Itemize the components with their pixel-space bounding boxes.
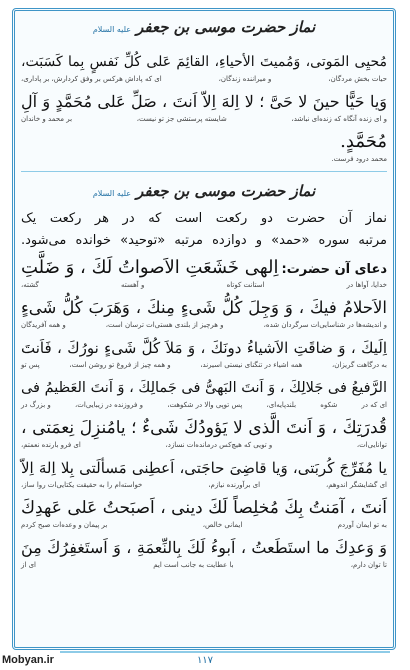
page-header: [15, 17, 393, 43]
translation-line: [21, 401, 387, 410]
translation-line: [21, 155, 387, 164]
arabic-line: [21, 537, 387, 569]
translation-segment: توانایی‌ات،: [356, 441, 387, 449]
translation-segment: و هرچیز از بلندی هستی‌ات ترسان است،: [105, 321, 224, 329]
translation-line: [21, 115, 387, 124]
translation-segment: خدایا، آواها در: [346, 281, 387, 289]
translation-segment: ای گشایشگر اندوهم،: [325, 481, 387, 489]
translation-segment: به تو ایمان آوردم: [337, 521, 387, 529]
translation-segment: پس تو: [21, 361, 40, 369]
translation-segment: و میراننده زندگان،: [218, 75, 272, 83]
arabic-text: اَنتَ ، آمَنتُ بِكَ مُخلِصاً لَكَ دینی ، اَصبَحتُ عَلی عَهدِكَ: [21, 498, 387, 518]
arabic-text: اِلهی خَشَعَتِ الاَصواتُ لَكَ ، وَ ضَلَّتِ: [21, 257, 279, 278]
translation-segment: بر محمد و خاندان: [21, 115, 73, 123]
arabic-line: [21, 51, 387, 83]
dua-label: دعای آن حضرت:: [281, 262, 387, 277]
header-title: نماز حضرت موسى بن جعفر: [136, 18, 316, 36]
section-divider: [21, 171, 387, 172]
translation-segment: ای فرو بارنده نعمتم،: [21, 441, 81, 449]
persian-text: مرتبه سوره «حمد» و دوازده مرتبه «توحید» خوانده می‌شود.: [21, 233, 387, 248]
translation-segment: و فروزنده در زیبایی‌ات،: [75, 401, 143, 409]
arabic-text: اِلَیكَ ، وَ ضاقَتِ الاَشیاءُ دونَكَ ، وَ مَلاَ کُلَّ شَیءٍ نورُكَ ، فَاَنتَ: [21, 339, 387, 357]
translation-segment: تا توان دارم،: [350, 561, 387, 569]
translation-segment: شکوه: [320, 401, 338, 409]
arabic-line: [21, 417, 387, 449]
arabic-line: [21, 131, 387, 163]
translation-line: [21, 561, 387, 570]
translation-segment: گشته،: [21, 281, 39, 289]
translation-segment: و اندیشه‌ها در شناسایی‌ات سرگردان شده،: [263, 321, 387, 329]
translation-segment: ای که پاداش هرکس بر وفق کردارش، بر پاداری،: [21, 75, 162, 83]
section-honorific: عليه السلام: [92, 189, 132, 198]
arabic-text: مُحيِی المَوتی، وَمُمیتَ الأحیاءِ، القائِمَ عَلی کُلِّ نَفسٍ بِما کَسَبَت،: [21, 54, 387, 70]
persian-line: [21, 231, 387, 251]
arabic-line: [20, 377, 387, 409]
translation-segment: پس توپی والا در شکوهت،: [167, 401, 243, 409]
footer-divider: [60, 651, 390, 653]
translation-segment: بلندپایه‌ای،: [266, 401, 297, 409]
arabic-text: الرَّفیعُ فی جَلالِكَ ، وَ اَنتَ البَهیُّ فی جَمالِكَ ، وَ اَنتَ العَظیمُ فی: [20, 380, 387, 396]
page-frame: [12, 8, 396, 650]
translation-segment: با عطایت به جانب است ایم: [153, 561, 234, 569]
translation-segment: ای که در: [361, 401, 387, 409]
translation-segment: و آهسته: [120, 281, 145, 289]
translation-segment: محمد درود فرست.: [331, 155, 387, 163]
translation-line: [21, 441, 387, 450]
persian-line: [21, 209, 387, 229]
arabic-text: یا مُفَرِّجَ کُربَتی، وَیا قاضِیَ حاجَتی، اَعطِنی مَسألَتی بِلا اِلهَ اِلاّ: [21, 459, 387, 477]
translation-segment: ایمانی خالص،: [202, 521, 243, 529]
translation-segment: خواسته‌ام را به حقیقت یکتایی‌ات روا ساز،: [21, 481, 143, 489]
translation-line: [21, 361, 387, 370]
arabic-text: الاَحلامُ فیكَ ، وَ وَجِلَ کُلُّ شَیءٍ مِنكَ ، وَهَرَبَ کُلُّ شَیءٍ: [21, 298, 387, 317]
section-title: [15, 181, 393, 200]
translation-segment: ای برآورنده نیازم،: [208, 481, 261, 489]
translation-segment: و تویی که هیچ‌کس درمانده‌ات نسازد،: [165, 441, 273, 449]
arabic-text: وَیا حَیًّا حینَ لا حَیَّ ؛ لا اِلهَ اِلاّ اَنتَ ، صَلِّ عَلی مُحَمَّدٍ وَ آلِ: [21, 92, 387, 111]
persian-text: نماز آن حضرت دو رکعت است که در هر رکعت یک: [21, 211, 387, 226]
translation-segment: و ای زنده آنگاه که زنده‌ای نباشد،: [291, 115, 387, 123]
translation-line: [21, 481, 387, 490]
translation-segment: به درگاهت گریزان،: [331, 361, 387, 369]
watermark: Mobyan.ir: [2, 654, 54, 666]
translation-segment: حیات بخش مردگان،: [328, 75, 387, 83]
translation-line: [21, 281, 387, 290]
translation-line: [21, 75, 387, 84]
arabic-line: [21, 497, 387, 529]
section-title-text: نماز حضرت موسى بن جعفر: [136, 182, 316, 200]
arabic-line: [21, 337, 387, 369]
arabic-text: قُدرَتِكَ ، وَ اَنتَ الَّذی لا یَؤودُكَ شَیءٌ ؛ یامُنزِلَ نِعمَتی ،: [21, 418, 387, 438]
arabic-line: [21, 457, 387, 489]
translation-segment: و همه چیز از فروغ تو روشن است،: [69, 361, 171, 369]
translation-segment: استانت کوتاه: [226, 281, 265, 289]
translation-line: [21, 521, 387, 530]
translation-segment: شایسته پرستشی جز تو نیست،: [136, 115, 227, 123]
translation-segment: بر پیمان و وعده‌ات صبح کردم: [21, 521, 108, 529]
translation-line: [21, 321, 387, 330]
translation-segment: ای از: [21, 561, 36, 569]
arabic-line: [21, 257, 387, 289]
arabic-text: مُحَمَّدٍ.: [340, 131, 387, 152]
translation-segment: و بزرگ در: [21, 401, 51, 409]
arabic-text: وَ وَعدِكَ ما استَطَعتُ ، اَبوءُ لَكَ بِالنِّعمَةِ ، وَ اَستَغفِرُكَ مِنَ: [21, 538, 387, 557]
header-honorific: عليه السلام: [92, 25, 132, 34]
arabic-line: [21, 297, 387, 329]
translation-segment: همه اشیاء در تنگنای نیستی اسیرند،: [200, 361, 303, 369]
page-number: ۱۱۷: [196, 655, 214, 666]
translation-segment: و همه آفریدگان: [21, 321, 66, 329]
arabic-line: [21, 91, 387, 123]
